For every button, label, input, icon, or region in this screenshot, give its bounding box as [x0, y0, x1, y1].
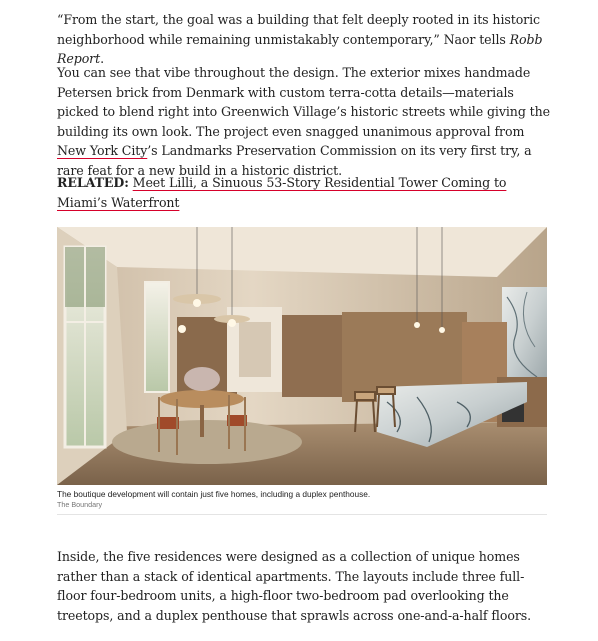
article-figure [57, 227, 547, 510]
quote-text: “From the start, the goal was a building that felt deeply rooted in its historic neighborhood while remaining unmistakably contemporary,” Naor tells [57, 12, 540, 47]
related-label: RELATED: [57, 175, 129, 190]
design-text-after: ’s Landmarks Preservation Commission on its very first try, a rare feat for a new build in a historic district. [57, 143, 532, 178]
new-york-city-link[interactable]: New York City [57, 143, 148, 158]
figure-credit: The Boundary [57, 500, 103, 509]
divider [57, 514, 547, 515]
kitchen-dining-interior-photo [57, 227, 547, 485]
paragraph-residences: Inside, the five residences were designed as a collection of unique homes rather than a stack of identical apartments. The layouts include three full-floor four-bedroom units, a high-floor two-bedroom pad overlooking the treetops, and a duplex penthouse that sprawls across one-and-a-half floors. [57, 549, 532, 623]
figure-caption: The boutique development will contain just five homes, including a duplex penthouse. [57, 489, 371, 499]
paragraph-design [57, 63, 552, 180]
paragraph-quote [57, 10, 552, 69]
quote-end: . [100, 51, 104, 66]
related-article-link[interactable]: Meet Lilli, a Sinuous 53-Story Residential Tower Coming to Miami’s Waterfront [57, 175, 507, 210]
design-text-before: You can see that vibe throughout the design. The exterior mixes handmade Petersen brick from Denmark with custom terra-cotta details—materials picked to blend right into Greenwich Village’s historic streets while giving the building its own look. The project even snagged unanimous approval from [57, 65, 551, 139]
publication-name: Robb Report [57, 31, 543, 66]
related-line [57, 173, 552, 212]
